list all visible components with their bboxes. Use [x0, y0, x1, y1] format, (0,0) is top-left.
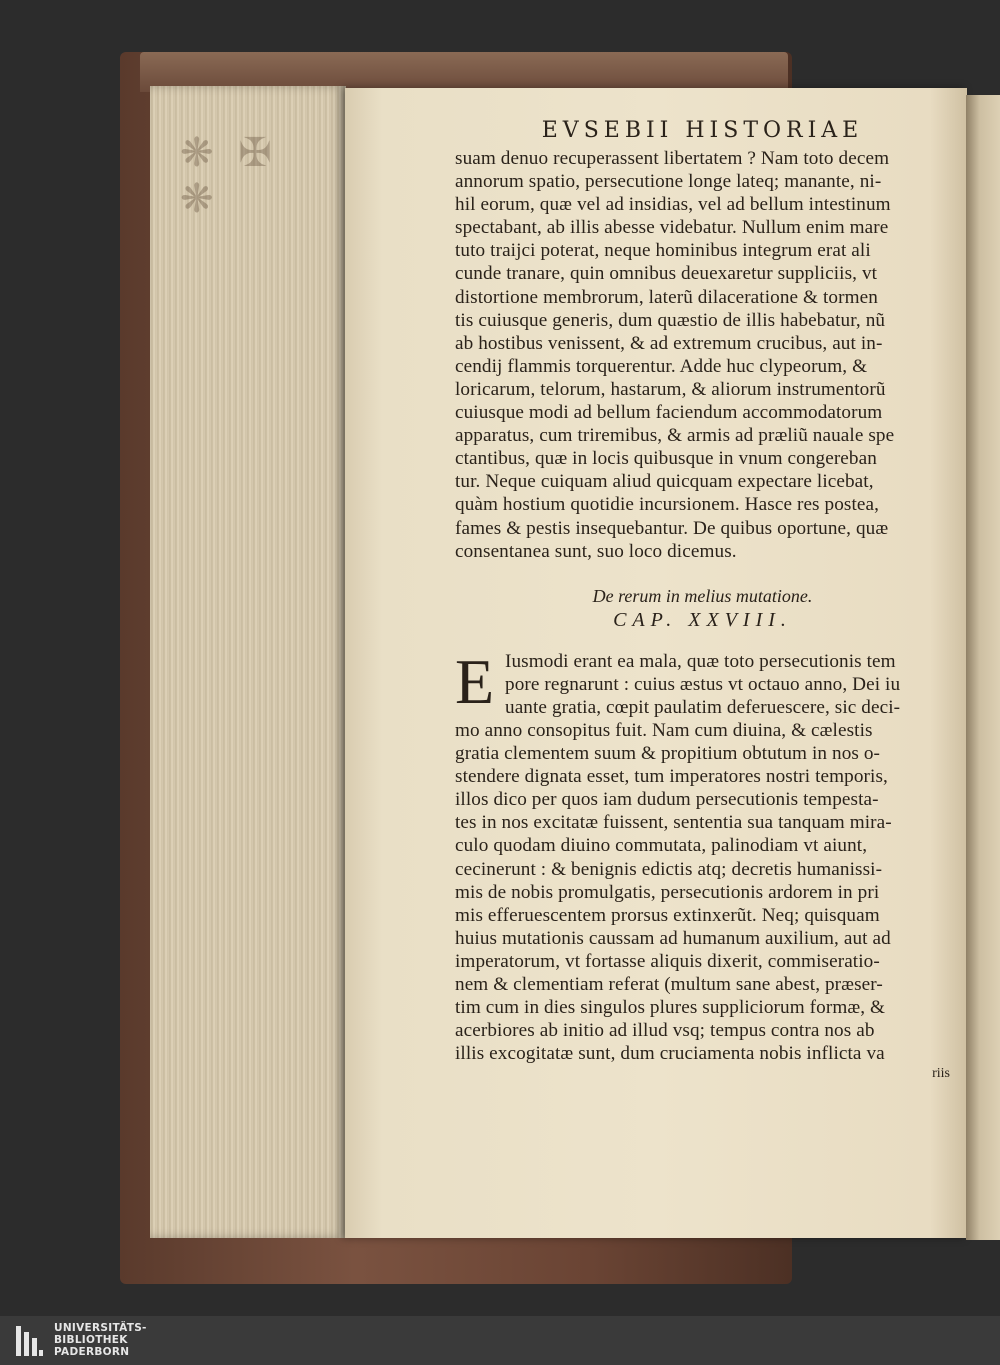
text-line: tes in nos excitatæ fuissent, sententia sua tanquam mira- — [455, 812, 892, 834]
text-line: illis excogitatæ sunt, dum cruciamenta nobis inflicta va — [455, 1043, 885, 1065]
catchword: riis — [932, 1066, 950, 1082]
page-edges — [150, 86, 346, 1238]
text-block-bottom — [455, 645, 950, 1084]
text-line: fames & pestis insequebantur. De quibus oportune, quæ — [455, 517, 889, 539]
text-line: culo quodam diuino commutata, palinodiam vt aiunt, — [455, 835, 868, 857]
text-line: imperatorum, vt fortasse aliquis dixerit, commiseratio- — [455, 950, 880, 972]
text-line: consentanea sunt, suo loco dicemus. — [455, 540, 737, 562]
text-line: tis cuiusque generis, dum quæstio de illis habebatur, nũ — [455, 309, 886, 331]
text-line: stendere dignata esset, tum imperatores nostri temporis, — [455, 766, 888, 788]
text-line: ctantibus, quæ in locis quibusque in vnum congereban — [455, 448, 877, 470]
text-line: quàm hostium quotidie incursionem. Hasce res postea, — [455, 494, 880, 516]
text-line: mis efferuescentem prorsus extinxerũt. Neq; quisquam — [455, 904, 880, 926]
facing-page-edge — [966, 95, 1000, 1240]
text-line: cuiusque modi ad bellum faciendum accommodatorum — [455, 402, 883, 424]
chapter-number: CAP. XXVIII. — [613, 608, 792, 631]
text-line: spectabant, ab illis abesse videbatur. Nullum enim mare — [455, 217, 889, 239]
library-stamp: ❋ ✠ ❋ — [180, 130, 278, 222]
text-line: cunde tranare, quin omnibus deuexaretur suppliciis, vt — [455, 263, 878, 285]
text-line: loricarum, telorum, hastarum, & aliorum instrumentorũ — [455, 378, 886, 400]
text-line: annorum spatio, persecutione longe lateq; manante, ni- — [455, 171, 882, 193]
text-line: tim cum in dies singulos plures suppliciorum formæ, & — [455, 997, 886, 1019]
text-line: ab hostibus venissent, & ad extremum crucibus, aut in- — [455, 332, 883, 354]
page-text — [455, 118, 950, 1083]
text-line: hil eorum, quæ vel ad insidias, vel ad bellum intestinum — [455, 194, 891, 216]
library-name-line: UNIVERSITÄTS- — [54, 1322, 147, 1334]
text-line: cecinerunt : & benignis edictis atq; decretis humanissi- — [455, 858, 883, 880]
library-name-line: BIBLIOTHEK — [54, 1334, 128, 1346]
library-logo-icon — [14, 1324, 44, 1358]
library-name-line: PADERBORN — [54, 1346, 130, 1358]
text-line: huius mutationis caussam ad humanum auxilium, aut ad — [455, 927, 891, 949]
library-footer — [0, 1316, 1000, 1365]
text-line: distortione membrorum, laterũ dilaceratione & tormen — [455, 286, 878, 308]
library-name — [54, 1322, 147, 1358]
text-line: pore regnarunt : cuius æstus vt octauo anno, Dei iu — [505, 673, 901, 695]
text-line: mis de nobis promulgatis, persecutionis ardorem in pri — [455, 881, 880, 903]
drop-cap: E — [455, 645, 495, 717]
text-line: cendij flammis torquerentur. Adde huc clypeorum, & — [455, 355, 868, 377]
running-head: EVSEBII HISTORIAE — [541, 118, 864, 143]
text-line: illos dico per quos iam dudum persecutionis tempesta- — [455, 789, 879, 811]
text-line: acerbiores ab initio ad illud vsq; tempus contra nos ab — [455, 1020, 875, 1042]
text-block-top — [455, 147, 950, 563]
text-line: gratia clementem suum & propitium obtutum in nos o- — [455, 743, 881, 765]
text-line: mo anno consopitus fuit. Nam cum diuina, & cælestis — [455, 719, 873, 741]
chapter-title: De rerum in melius mutatione. — [592, 585, 813, 606]
text-line: nem & clementiam referat (multum sane abest, præser- — [455, 974, 883, 995]
text-lines — [455, 719, 950, 1065]
text-line: suam denuo recuperassent libertatem ? Nam toto decem — [455, 148, 890, 169]
text-line: tuto traijci poterat, neque hominibus integrum erat ali — [455, 240, 871, 262]
text-line: Iusmodi erant ea mala, quæ toto persecutionis tem — [505, 650, 896, 672]
text-line: uante gratia, cœpit paulatim deferuescere, sic deci- — [505, 696, 901, 718]
text-line: apparatus, cum triremibus, & armis ad præliũ nauale spe — [455, 425, 895, 447]
text-line: tur. Neque cuiquam aliud quicquam expectare licebat, — [455, 471, 874, 493]
